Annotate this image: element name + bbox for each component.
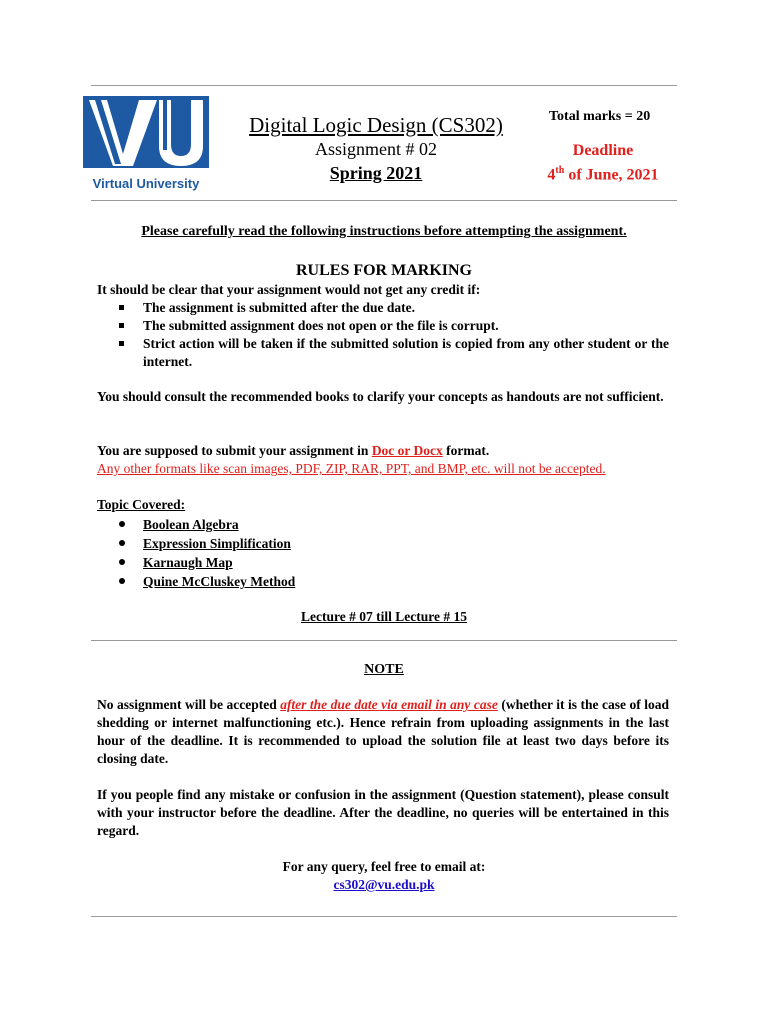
topics-heading: Topic Covered:	[97, 497, 186, 512]
rule-text: The assignment is submitted after the due date.	[143, 300, 416, 315]
vu-logo-mark	[83, 96, 209, 168]
format-highlight: Doc or Docx	[371, 443, 443, 458]
format-warning: Any other formats like scan images, PDF, ZIP, RAR, PPT, and BMP, etc. will not be accepted.	[97, 461, 606, 476]
header-rule	[91, 200, 677, 201]
rules-list	[143, 299, 669, 371]
topic-text: Expression Simplification	[143, 536, 291, 551]
note-p1-after: (whether it is the case of load shedding or internet malfunctioning etc.). Hence refrain from uploading assignments in the last hour of the deadline. It is recommended to upload the solution file at least two days before its closing date.	[97, 697, 669, 766]
topic-text: Quine McCluskey Method	[143, 574, 296, 589]
format-after: format.	[442, 443, 490, 458]
deadline-label: Deadline	[572, 142, 634, 159]
topics-list	[143, 515, 295, 591]
rule-text: The submitted assignment does not open or the file is corrupt.	[143, 318, 499, 333]
semester: Spring 2021	[329, 163, 423, 183]
rule-item	[143, 299, 669, 317]
topic-item	[143, 534, 295, 553]
note-title: NOTE	[364, 662, 404, 677]
total-marks: Total marks = 20	[549, 109, 651, 124]
deadline-ordinal: th	[555, 165, 565, 176]
rule-item	[143, 335, 669, 371]
consult-paragraph: You should consult the recommended books to clarify your concepts as handouts are not sufficient.	[97, 389, 664, 404]
query-text: For any query, feel free to email at:	[282, 859, 486, 874]
deadline-month-year: of June, 2021	[564, 166, 659, 184]
top-rule	[91, 85, 677, 86]
topic-item	[143, 553, 295, 572]
bullet-dot-icon	[119, 578, 125, 584]
rules-intro: It should be clear that your assignment would not get any credit if:	[97, 282, 481, 297]
note-p1-highlight: after the due date via email in any case	[280, 697, 498, 712]
bullet-dot-icon	[119, 559, 125, 565]
rules-title: RULES FOR MARKING	[295, 262, 472, 279]
bullet-dot-icon	[119, 540, 125, 546]
lecture-range: Lecture # 07 till Lecture # 15	[301, 609, 467, 624]
note-paragraph-1	[97, 696, 669, 768]
middle-rule	[91, 640, 677, 641]
deadline-day: 4	[547, 166, 556, 184]
note-p1-before: No assignment will be accepted	[97, 697, 281, 712]
deadline-date	[538, 161, 668, 184]
topic-text: Boolean Algebra	[143, 517, 239, 532]
instructions-heading: Please carefully read the following instructions before attempting the assignment.	[141, 224, 627, 239]
assignment-number: Assignment # 02	[314, 139, 437, 159]
course-title: Digital Logic Design (CS302)	[249, 113, 503, 137]
format-before: You are supposed to submit your assignment in	[97, 443, 372, 458]
topic-item	[143, 515, 295, 534]
bullet-dot-icon	[119, 521, 125, 527]
topic-text: Karnaugh Map	[143, 555, 233, 570]
bottom-rule	[91, 916, 677, 917]
email-link[interactable]: cs302@vu.edu.pk	[333, 877, 435, 892]
logo-caption: Virtual University	[92, 176, 200, 191]
rule-text: Strict action will be taken if the submitted solution is copied from any other student or the internet.	[143, 336, 669, 369]
topic-item	[143, 572, 295, 591]
vu-logo	[83, 96, 209, 190]
email-line	[91, 876, 677, 894]
bullet-square-icon	[119, 305, 124, 310]
rule-item	[143, 317, 669, 335]
format-paragraph	[97, 442, 669, 460]
bullet-square-icon	[119, 323, 124, 328]
bullet-square-icon	[119, 341, 124, 346]
note-paragraph-2: If you people find any mistake or confusion in the assignment (Question statement), please consult with your instructor before the deadline. After the deadline, no queries will be entertained in this regard.	[97, 787, 669, 838]
